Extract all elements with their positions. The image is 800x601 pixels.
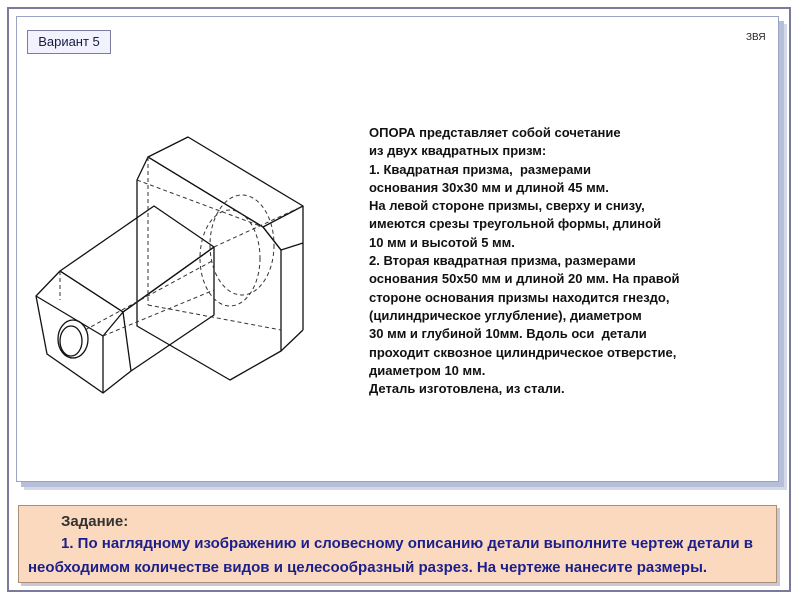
variant-label: Вариант 5 <box>38 34 100 49</box>
description-line: из двух квадратных призм: <box>369 143 547 159</box>
description-line: 2. Вторая квадратная призма, размерами <box>369 253 636 269</box>
task-box <box>18 505 777 583</box>
part-description <box>369 124 769 398</box>
description-line: основания 30х30 мм и длиной 45 мм. <box>369 179 609 195</box>
task-title: Задание: <box>61 513 129 530</box>
hidden-edge <box>137 180 263 227</box>
prism-edge <box>36 296 103 336</box>
description-line: имеются срезы треугольной формы, длиной <box>369 216 662 232</box>
description-line: 1. Квадратная призма, размерами <box>369 161 592 177</box>
hidden-edge <box>85 260 214 330</box>
description-line: На левой стороне призмы, сверху и снизу, <box>369 198 645 214</box>
prism-end-face <box>36 271 131 393</box>
description-line: (цилиндрическое углубление), диаметром <box>369 307 642 323</box>
task-line: 1. По наглядному изображению и словесному описанию детали выполните чертеж детали в <box>61 535 753 552</box>
hidden-socket <box>210 195 274 295</box>
description-line: Деталь изготовлена, из стали. <box>369 381 565 397</box>
description-line: основания 50х50 мм и длиной 20 мм. На правой <box>369 271 680 287</box>
hidden-edge <box>103 290 214 336</box>
task-text <box>28 532 773 580</box>
task-line: необходимом количестве видов и целесообразный разрез. На чертеже нанесите размеры. <box>28 559 708 576</box>
flange-edge <box>281 243 303 250</box>
description-line: 30 мм и глубиной 10мм. Вдоль оси детали <box>369 326 647 342</box>
description-line: проходит сквозное цилиндрическое отверстие, <box>369 344 677 360</box>
description-line: диаметром 10 мм. <box>369 362 486 378</box>
prism-edge <box>103 312 123 336</box>
flange-edge <box>263 227 281 250</box>
description-line: 10 мм и высотой 5 мм. <box>369 234 515 250</box>
description-line: стороне основания призмы находится гнездо, <box>369 289 670 305</box>
variant-badge <box>27 30 111 54</box>
through-hole-inner <box>60 326 82 356</box>
flange-edge <box>281 330 303 351</box>
isometric-drawing <box>25 130 315 400</box>
corner-code: ЗВЯ <box>746 32 766 43</box>
hidden-edge <box>214 206 303 247</box>
description-line: ОПОРА представляет собой сочетание <box>369 125 621 140</box>
